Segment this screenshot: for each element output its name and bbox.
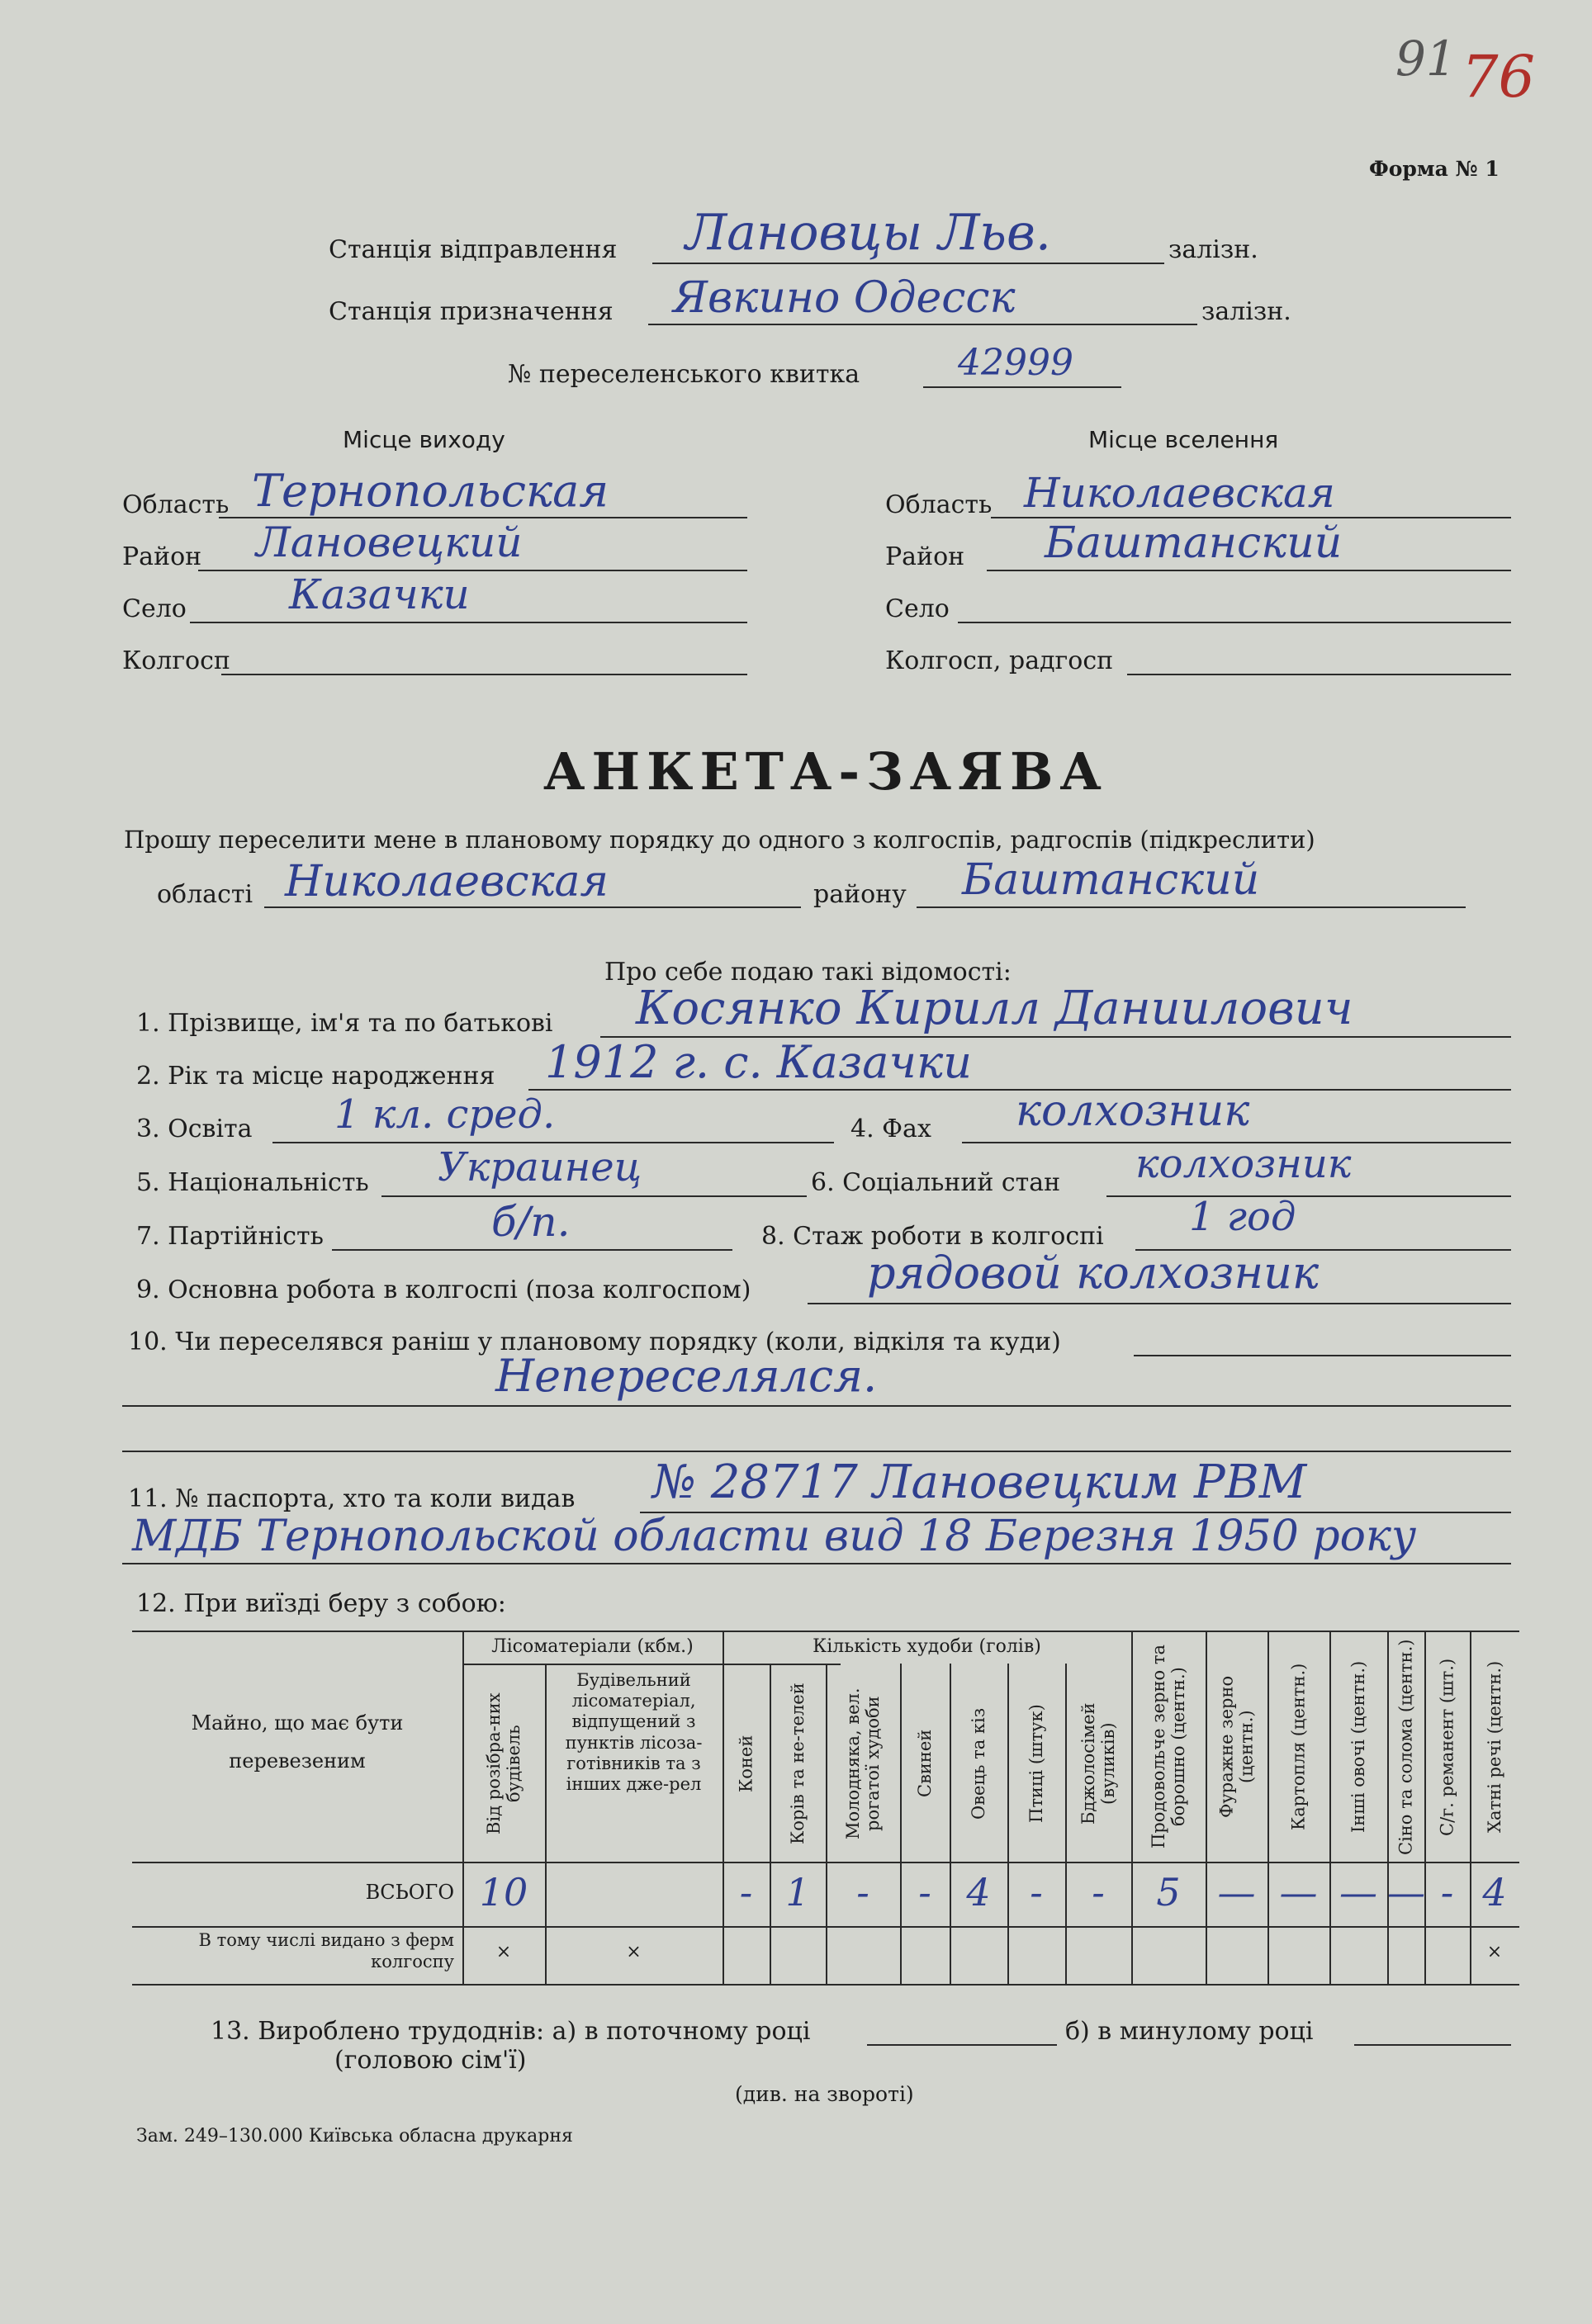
- printer-imprint: Зам. 249–130.000 Київська обласна друкарня: [136, 2126, 573, 2147]
- field-2-value: 1912 г. с. Казачки: [545, 1036, 973, 1088]
- field-7-value: б/п.: [491, 1198, 571, 1246]
- field-10-label: 10. Чи переселявся раніш у плановому порядку (коли, відкіля та куди): [128, 1328, 1061, 1356]
- workdays-b-label: б) в минулому році: [1065, 2017, 1314, 2046]
- destination-heading: Місце вселення: [1088, 426, 1279, 453]
- table-total-value: -: [856, 1870, 869, 1915]
- table-total-value: —: [1217, 1870, 1256, 1915]
- see-back-note: (див. на звороті): [735, 2082, 914, 2106]
- table-total-value: -: [1092, 1870, 1105, 1915]
- table-total-value: 4: [966, 1870, 991, 1915]
- form-label: Форма № 1: [1369, 157, 1500, 181]
- departure-station-label: Станція відправлення: [329, 235, 618, 264]
- ticket-number-line: [923, 386, 1121, 388]
- destination-station-value: Явкино Одесск: [673, 273, 1016, 323]
- table-total-value: -: [739, 1870, 753, 1915]
- table-col-header: Хатні речі (центн.): [1484, 1660, 1504, 1834]
- table-col-header: Бджолосімей (вуликів): [1078, 1702, 1118, 1825]
- origin-kolhosp-label: Колгосп: [122, 646, 230, 675]
- origin-selo-label: Село: [122, 594, 187, 623]
- table-col-header: Інші овочі (центн.): [1348, 1660, 1368, 1834]
- workdays-b-line: [1354, 2044, 1511, 2046]
- archive-number-current: 76: [1462, 43, 1536, 111]
- field-11-line-2: [122, 1563, 1511, 1564]
- table-header-lumber: Лісоматеріали (кбм.): [491, 1636, 694, 1657]
- table-col-header: Будівельний лісоматеріал, відпущений з пунктів лісоза-готівників та з інших дже-рел: [565, 1670, 703, 1794]
- table-col-header: Фуражне зерно (центн.): [1216, 1675, 1257, 1819]
- request-oblast-value: Николаевская: [285, 857, 609, 906]
- table-col-header: С/г. реманент (шт.): [1437, 1658, 1457, 1836]
- table-total-value: 5: [1156, 1870, 1181, 1915]
- table-col-header: Корів та не-телей: [787, 1683, 808, 1844]
- form-title: АНКЕТА-ЗАЯВА: [543, 741, 1108, 802]
- workdays-a-line: [867, 2044, 1057, 2046]
- table-total-value: 4: [1482, 1870, 1507, 1915]
- departure-station-suffix: залізн.: [1168, 235, 1258, 264]
- table-col-header: Коней: [736, 1735, 756, 1792]
- origin-kolhosp-line: [221, 674, 747, 675]
- field-3-line: [272, 1142, 834, 1143]
- destination-selo-label: Село: [885, 594, 950, 623]
- destination-oblast-label: Область: [885, 490, 993, 519]
- field-10-value: Непереселялся.: [495, 1350, 878, 1402]
- field-6-label: 6. Соціальний стан: [811, 1168, 1061, 1197]
- origin-selo-value: Казачки: [289, 570, 470, 618]
- field-4-label: 4. Фах: [850, 1115, 931, 1143]
- destination-oblast-value: Николаевская: [1024, 469, 1335, 517]
- destination-kolhosp-label: Колгосп, радгосп: [885, 646, 1114, 675]
- origin-oblast-value: Тернопольская: [252, 465, 609, 517]
- origin-selo-line: [190, 622, 747, 623]
- workdays-sublabel: (головою сім'ї): [334, 2046, 527, 2075]
- origin-oblast-label: Область: [122, 490, 230, 519]
- table-header-livestock: Кількість худоби (голів): [813, 1636, 1041, 1657]
- origin-raion-value: Лановецкий: [256, 518, 523, 566]
- departure-station-line: [652, 263, 1164, 264]
- table-col-header: Свиней: [914, 1729, 935, 1798]
- table-header-property: Майно, що має бути перевезеним: [191, 1711, 404, 1773]
- request-raion-line: [917, 906, 1466, 908]
- field-11-value-2: МДБ Тернопольской области вид 18 Березня 1950 року: [132, 1512, 1417, 1561]
- destination-raion-line: [987, 570, 1511, 571]
- info-intro: Про себе подаю такі відомості:: [604, 958, 1012, 987]
- origin-heading: Місце виходу: [343, 426, 505, 453]
- destination-station-label: Станція призначення: [329, 297, 614, 326]
- field-5-value: Украинец: [438, 1144, 642, 1190]
- request-oblast-line: [264, 906, 801, 908]
- request-raion-value: Баштанский: [962, 855, 1260, 905]
- field-9-line: [808, 1303, 1511, 1304]
- request-oblast-label: області: [157, 880, 253, 909]
- field-9-label: 9. Основна робота в колгоспі (поза колгоспом): [136, 1276, 751, 1304]
- origin-raion-label: Район: [122, 542, 202, 571]
- field-8-label: 8. Стаж роботи в колгоспі: [761, 1222, 1104, 1251]
- table-total-value: -: [1440, 1870, 1454, 1915]
- ticket-number-label: № переселенського квитка: [508, 360, 860, 389]
- field-10-line: [1134, 1355, 1511, 1356]
- table-total-value: -: [918, 1870, 931, 1915]
- destination-station-suffix: залізн.: [1201, 297, 1291, 326]
- request-text: Прошу переселити мене в плановому порядку до одного з колгоспів, радгоспів (підкреслити): [124, 826, 1315, 854]
- field-6-value: колхозник: [1135, 1141, 1352, 1187]
- field-12-label: 12. При виїзді беру з собою:: [136, 1589, 506, 1618]
- field-8-value: 1 год: [1189, 1194, 1296, 1240]
- archive-number: 91: [1395, 31, 1457, 87]
- field-11-value: № 28717 Лановецким РВМ: [652, 1455, 1307, 1509]
- field-9-value: рядовой колхозник: [867, 1247, 1320, 1299]
- table-col-header: Овець та кіз: [968, 1707, 988, 1820]
- table-col-header: Картопля (центн.): [1288, 1663, 1309, 1831]
- ticket-number-value: 42999: [958, 342, 1073, 384]
- field-6-line: [1106, 1195, 1511, 1197]
- table-total-value: —: [1339, 1870, 1377, 1915]
- field-1-label: 1. Прізвище, ім'я та по батькові: [136, 1009, 553, 1038]
- table-total-value: —: [1279, 1870, 1318, 1915]
- departure-station-value: Лановцы Льв.: [685, 204, 1051, 262]
- table-col-header: Молодняка, вел. рогатої худоби: [842, 1687, 883, 1839]
- table-total-value: —: [1387, 1870, 1425, 1915]
- table-total-value: 10: [479, 1870, 528, 1915]
- field-1-value: Косянко Кирилл Даниилович: [636, 982, 1353, 1035]
- table-farm-mark: ×: [626, 1942, 642, 1962]
- field-7-label: 7. Партійність: [136, 1222, 324, 1251]
- table-farm-mark: ×: [1486, 1942, 1503, 1962]
- origin-raion-line: [198, 570, 747, 571]
- request-raion-label: району: [813, 880, 907, 909]
- field-10-line-2: [122, 1405, 1511, 1407]
- table-total-value: -: [1030, 1870, 1043, 1915]
- field-4-value: колхозник: [1016, 1086, 1250, 1136]
- field-2-label: 2. Рік та місце народження: [136, 1062, 495, 1091]
- table-row-farm-label: В тому числі видано з ферм колгоспу: [198, 1930, 454, 1972]
- field-3-value: 1 кл. сред.: [334, 1091, 556, 1138]
- table-row-total-label: ВСЬОГО: [365, 1881, 454, 1904]
- destination-raion-label: Район: [885, 542, 965, 571]
- destination-kolhosp-line: [1127, 674, 1511, 675]
- field-11-label: 11. № паспорта, хто та коли видав: [128, 1484, 576, 1513]
- field-5-line: [381, 1195, 807, 1197]
- table-total-value: 1: [785, 1870, 810, 1915]
- field-7-line: [332, 1249, 732, 1251]
- destination-selo-line: [958, 622, 1511, 623]
- field-10-line-3: [122, 1451, 1511, 1452]
- table-col-header: Сіно та солома (центн.): [1395, 1639, 1416, 1855]
- table-col-header: Продовольче зерно та борошно (центн.): [1148, 1645, 1188, 1849]
- table-farm-mark: ×: [495, 1942, 512, 1962]
- workdays-label: 13. Вироблено трудоднів: а) в поточному році: [211, 2017, 811, 2046]
- field-5-label: 5. Національність: [136, 1168, 369, 1197]
- table-col-header: Від розібра-них будівель: [483, 1692, 524, 1834]
- destination-station-line: [648, 324, 1197, 325]
- table-col-header: Птиці (штук): [1026, 1704, 1046, 1823]
- destination-raion-value: Баштанский: [1045, 518, 1343, 568]
- field-3-label: 3. Освіта: [136, 1115, 253, 1143]
